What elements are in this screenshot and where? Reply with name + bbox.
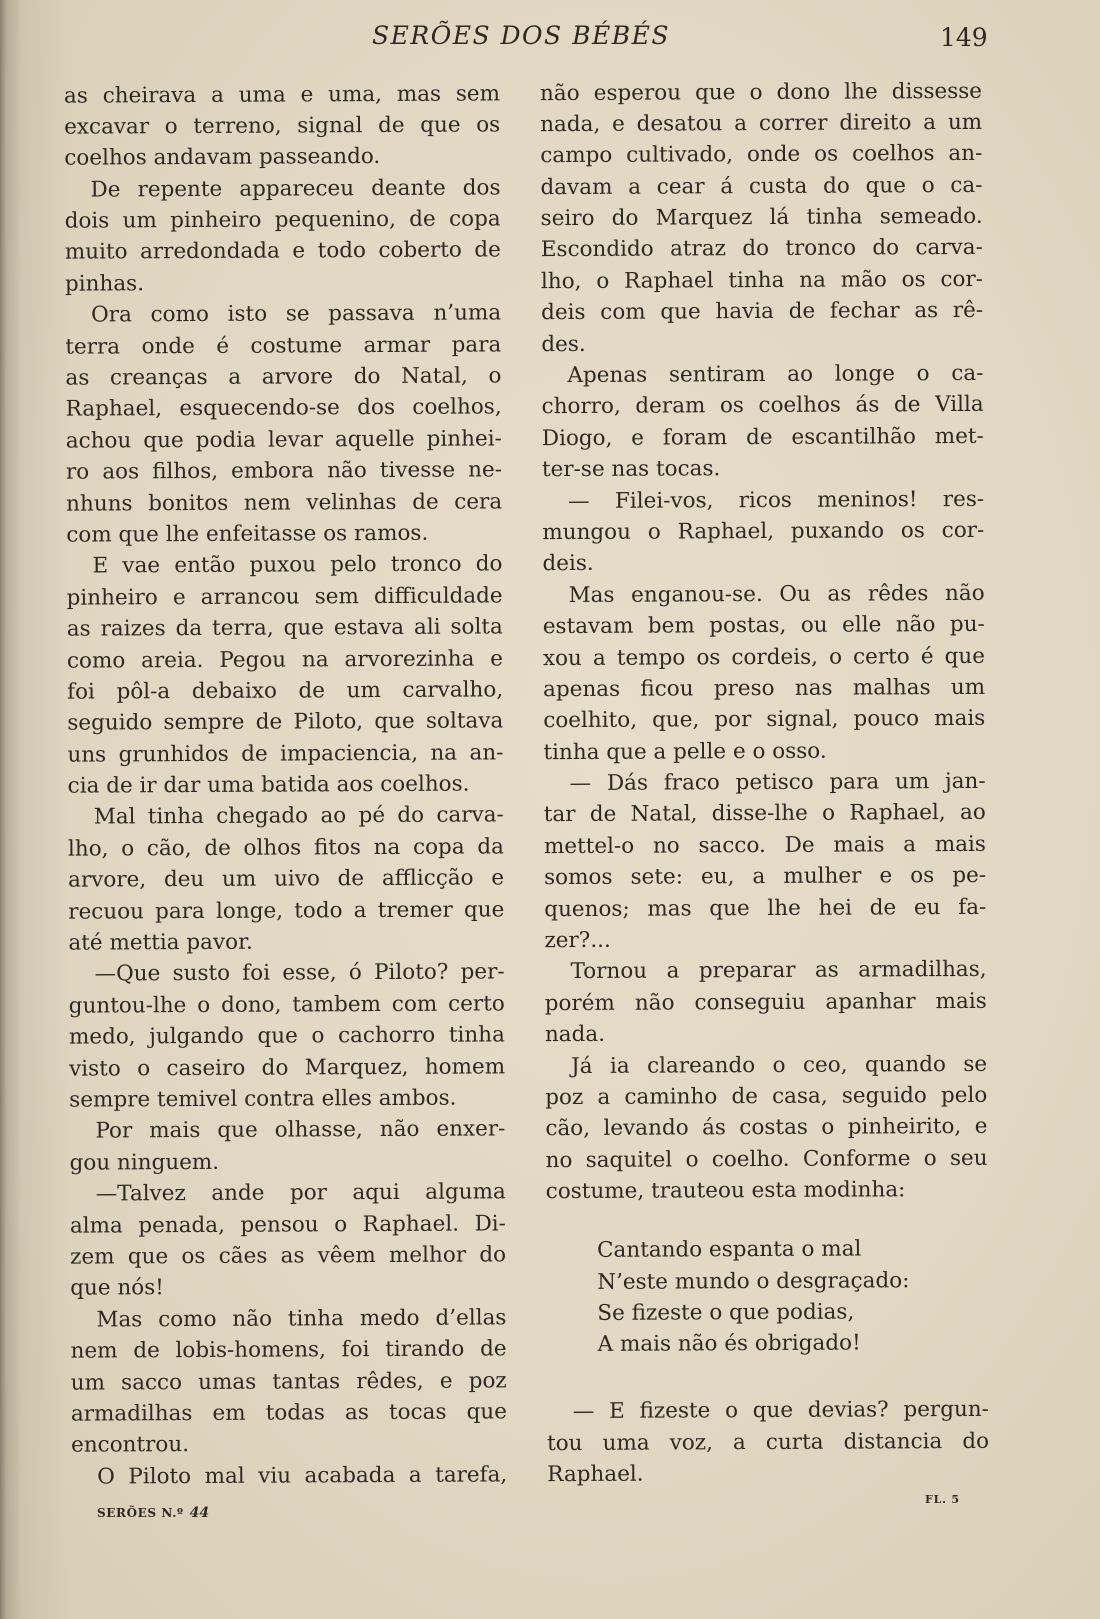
footer-signature-mark [97, 1503, 209, 1522]
verse-line: Se fizeste o que podias, [597, 1299, 855, 1326]
page-number: 149 [940, 23, 988, 52]
text-line: ter-se nas tocas. [541, 456, 721, 483]
text-line: as creanças a arvore do Natal, o [65, 363, 502, 391]
paragraph [545, 1048, 988, 1207]
text-line: nhuns bonitos nem velinhas de cera [66, 488, 503, 517]
text-line: zer?... [544, 927, 611, 954]
text-line: Mas como não tinha medo d’ellas [96, 1305, 507, 1333]
text-line: coelhos andavam passeando. [64, 144, 381, 171]
text-line: Mal tinha chegado ao pé do carva- [93, 802, 504, 831]
text-line: pinhas. [64, 271, 145, 297]
paragraph [64, 172, 501, 300]
text-line: uns grunhidos de impaciencia, na an- [67, 740, 504, 768]
text-line: somos sete: eu, a mulher e os pe- [544, 863, 987, 891]
text-line: chorro, deram os coelhos ás de Villa [541, 392, 984, 420]
text-line: —Que susto foi esse, ó Piloto? per- [94, 959, 505, 987]
text-line: um sacco umas tantas rêdes, e poz [70, 1367, 507, 1396]
text-line: xou a tempo os cordeis, o certo é que [542, 643, 986, 671]
paragraph [65, 298, 502, 551]
text-line: Já ia clareando o ceo, quando se [571, 1051, 988, 1079]
paragraph [545, 954, 987, 1050]
paragraph [64, 78, 500, 174]
text-line: no saquitel o coelho. Conforme o seu [545, 1145, 988, 1173]
text-line: porém não conseguiu apanhar mais [544, 988, 987, 1016]
text-line: gou ninguem. [69, 1149, 220, 1176]
text-line: com que lhe enfeitasse os ramos. [66, 520, 429, 548]
text-line: campo cultivado, onde os coelhos an- [540, 141, 983, 169]
text-line: De repente appareceu deante dos [90, 175, 501, 203]
text-line: sempre temivel contra elles ambos. [69, 1085, 457, 1113]
text-line: até mettia pavor. [68, 929, 253, 956]
paragraph [544, 766, 987, 957]
text-line: como areia. Pegou na arvorezinha e [66, 645, 504, 674]
text-line: achou que podia levar aquelle pinhei- [65, 426, 502, 454]
issue-number: 44 [189, 1505, 210, 1521]
text-line: Tornou a preparar as armadilhas, [570, 957, 987, 985]
text-line: Raphael, esquecendo-se dos coelhos, [65, 394, 502, 423]
paragraph [540, 75, 983, 360]
paragraph [541, 358, 984, 486]
text-line: deis com que havia de fechar as rê- [541, 298, 984, 326]
text-line: — E fizeste o que devias? pergun- [572, 1396, 989, 1425]
text-line: — Dás fraco petisco para um jan- [569, 768, 986, 797]
text-line: mettel-o no sacco. De mais a mais [543, 831, 986, 860]
text-line: as cheirava a uma e uma, mas sem [63, 80, 501, 109]
paragraph [71, 1459, 507, 1493]
text-line: terra onde é costume armar para [65, 332, 502, 360]
paragraph [543, 578, 986, 769]
running-head-title: SERÕES DOS BÉBÉS [372, 21, 670, 50]
text-line: davam a cear á custa do que o ca- [540, 172, 983, 200]
text-line: medo, julgando que o cachorro tinha [68, 1022, 505, 1050]
text-line: estavam bem postas, ou elle não pu- [542, 611, 985, 640]
issue-label: SERÕES N.º [97, 1506, 184, 1520]
text-line: dois um pinheiro pequenino, de copa [64, 206, 501, 234]
text-line: E vae então puxou pelo tronco do [92, 551, 503, 579]
verse-line: N’este mundo o desgraçado: [597, 1267, 910, 1295]
text-line: — Filei-vos, ricos meninos! res- [568, 486, 985, 514]
text-line: Diogo, e foram de escantilhão met- [541, 423, 984, 451]
text-line: seiro do Marquez lá tinha semeado. [540, 203, 983, 232]
text-line: armadilhas em todas as tocas que [70, 1399, 507, 1427]
text-line: poz a caminho de casa, seguido pelo [545, 1082, 988, 1111]
text-line: coelhito, que, por signal, pouco mais [543, 706, 986, 734]
text-line: recuou para longe, todo a tremer que [68, 897, 505, 925]
text-line: Apenas sentiram ao longe o ca- [567, 360, 984, 389]
text-line: quenos; mas que lhe hei de eu fa- [544, 894, 987, 922]
text-line: apenas ficou preso nas malhas um [543, 674, 986, 703]
text-line: zem que os cães as vêem melhor do [70, 1242, 507, 1270]
text-line: cia de ir dar uma batida aos coelhos. [67, 771, 470, 799]
text-line: não esperou que o dono lhe dissesse [539, 78, 983, 106]
paragraph [68, 800, 505, 959]
text-line: visto o caseiro do Marquez, homem [69, 1053, 506, 1082]
text-line: muito arredondada e todo coberto de [64, 237, 501, 266]
text-line: Mas enganou-se. Ou as rêdes não [568, 580, 985, 608]
text-line: Raphael. [547, 1461, 644, 1488]
right-text-column [540, 75, 989, 1490]
text-line: arvore, deu um uivo de afflicção e [68, 865, 505, 893]
text-line: alma penada, pensou o Raphael. Di- [69, 1210, 506, 1239]
text-line: nem de lobis-homens, foi tirando de [70, 1336, 507, 1364]
verse-line: A mais não és obrigado! [597, 1330, 861, 1358]
paragraph [66, 549, 503, 802]
text-line: mungou o Raphael, puxando os cor- [542, 517, 985, 546]
paragraph [70, 1177, 507, 1305]
text-line: nada. [544, 1022, 606, 1048]
footer-sheet-mark: FL. 5 [925, 1493, 960, 1506]
text-line: Escondido atraz do tronco do carva- [540, 235, 983, 263]
text-line: que nós! [70, 1275, 164, 1301]
text-line: Ora como isto se passava n’uma [91, 300, 502, 328]
text-line: as raizes da terra, que estava ali solta [66, 614, 503, 642]
text-line: costume, trauteou esta modinha: [545, 1177, 906, 1205]
paragraph [542, 483, 984, 579]
verse-line: Cantando espanta o mal [596, 1236, 862, 1264]
text-line: excavar o terreno, signal de que os [64, 112, 501, 140]
text-line: O Piloto mal viu acabada a tarefa, [97, 1462, 508, 1490]
text-line: tinha que a pelle e o osso. [543, 738, 827, 765]
text-line: tar de Natal, disse-lhe o Raphael, ao [543, 800, 986, 828]
text-line: ro aos filhos, embora não tivesse ne- [65, 457, 503, 485]
paragraph [70, 1302, 507, 1461]
text-line: nada, e desatou a correr direito a um [540, 109, 983, 138]
text-line: tou uma voz, a curta distancia do [546, 1428, 990, 1456]
text-line: —Talvez ande por aqui alguma [95, 1179, 506, 1207]
text-line: des. [541, 331, 586, 357]
paragraph [69, 1114, 505, 1179]
text-line: Por mais que olhasse, não enxer- [95, 1116, 506, 1144]
text-line: lho, o Raphael tinha na mão os cor- [540, 266, 984, 295]
text-line: encontrou. [71, 1432, 190, 1458]
verse-stanza [546, 1233, 989, 1361]
paragraph [547, 1394, 989, 1490]
text-line: cão, levando ás costas o pinheirito, e [545, 1114, 988, 1142]
text-line: guntou-lhe o dono, tambem com certo [68, 991, 505, 1019]
text-line: pinheiro e arrancou sem difficuldade [66, 583, 503, 611]
left-text-column [64, 78, 507, 1493]
text-line: seguido sempre de Piloto, que soltava [67, 708, 504, 736]
text-line: foi pôl-a debaixo de um carvalho, [67, 677, 504, 705]
text-line: deis. [542, 551, 594, 577]
paragraph [69, 957, 506, 1116]
text-line: lho, o cão, de olhos fitos na copa da [67, 834, 505, 862]
